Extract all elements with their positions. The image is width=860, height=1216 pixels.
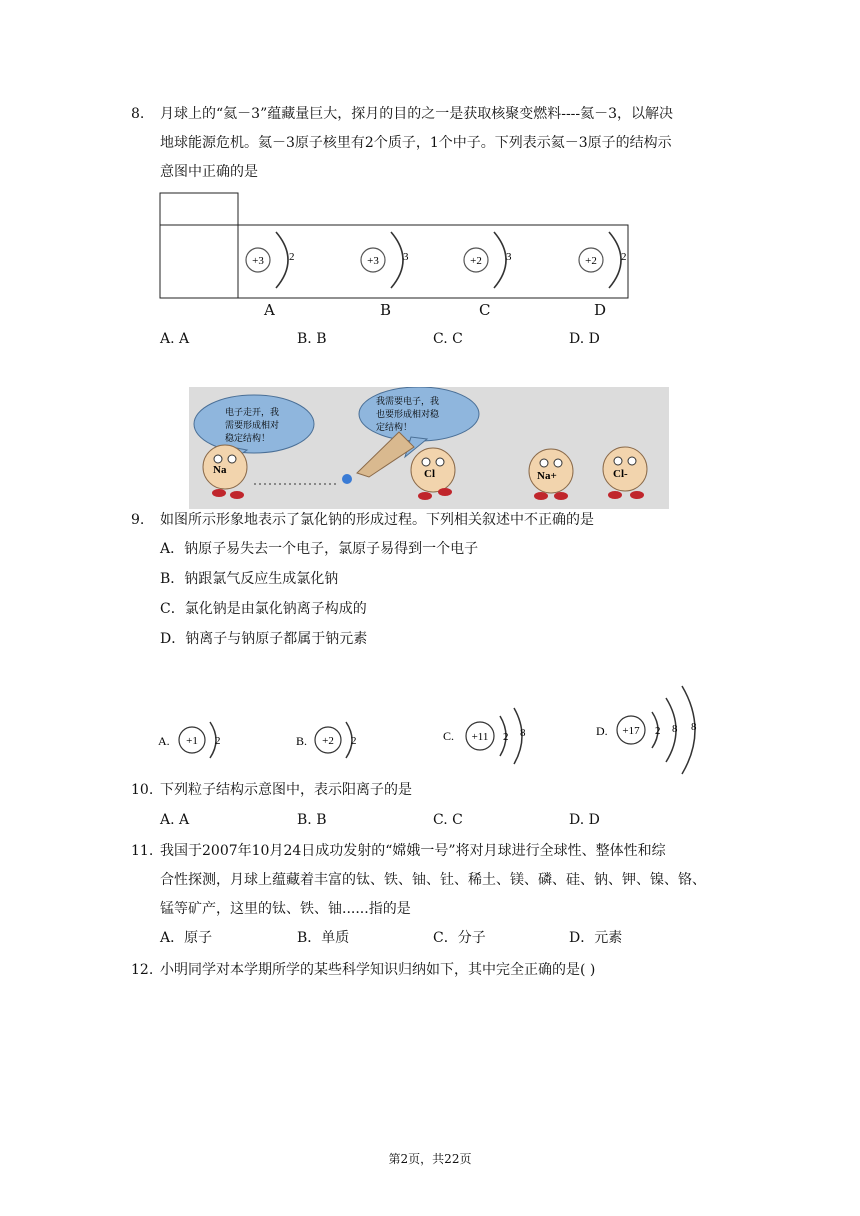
q8-option-a[interactable]: A. A — [160, 331, 190, 347]
svg-text:+2: +2 — [585, 255, 597, 267]
q10-option-d[interactable]: D. D — [569, 812, 600, 828]
q8-option-b[interactable]: B. B — [297, 331, 327, 347]
q10-particle-diagrams — [150, 680, 720, 780]
svg-text:Na+: Na+ — [537, 470, 557, 482]
q11-option-a[interactable]: A．原子 — [160, 930, 213, 946]
q11-stem-line-1: 我国于2007年10月24日成功发射的“嫦娥一号”将对月球进行全球性、整体性和综 — [160, 843, 666, 859]
svg-text:B.: B. — [296, 734, 308, 748]
q11-stem-line-3: 锰等矿产，这里的钛、铁、铀......指的是 — [160, 901, 411, 917]
q8-diagram-a — [246, 232, 295, 288]
svg-text:Cl-: Cl- — [613, 468, 628, 480]
q8-diagram-c — [464, 232, 512, 288]
q11-option-b[interactable]: B．单质 — [297, 930, 350, 946]
q8-option-d[interactable]: D. D — [569, 331, 600, 347]
q11-option-d[interactable]: D．元素 — [569, 930, 623, 946]
q10-diagram-a — [158, 722, 221, 758]
svg-text:2: 2 — [215, 735, 221, 747]
svg-text:+2: +2 — [470, 255, 482, 267]
q8-stem-line-1: 月球上的“氦－3”蕴藏量巨大，探月的目的之一是获取核聚变燃料----氦－3，以解决 — [160, 106, 674, 122]
question-number-8: 8. — [131, 106, 145, 122]
page-footer: 第2页，共22页 — [388, 1152, 472, 1166]
svg-text:8: 8 — [691, 721, 697, 733]
q10-option-b[interactable]: B. B — [297, 812, 327, 828]
q8-diagram-label-b: B — [380, 301, 392, 319]
svg-text:C.: C. — [443, 729, 455, 743]
svg-text:3: 3 — [506, 251, 512, 263]
q10-stem: 下列粒子结构示意图中，表示阳离子的是 — [160, 782, 412, 798]
q10-diagram-c — [443, 708, 526, 764]
q8-diagram-table — [158, 190, 633, 305]
q9-option-b[interactable]: B．钠跟氯气反应生成氯化钠 — [160, 571, 339, 587]
q9-option-d[interactable]: D．钠离子与钠原子都属于钠元素 — [160, 631, 368, 647]
q8-diagram-label-a: A — [264, 301, 275, 319]
svg-text:2: 2 — [289, 251, 295, 263]
q8-diagram-label-c: C — [479, 301, 491, 319]
svg-text:8: 8 — [672, 723, 678, 735]
svg-text:电子走开，我: 电子走开，我 — [225, 407, 280, 417]
svg-text:2: 2 — [621, 251, 627, 263]
svg-text:也要形成相对稳: 也要形成相对稳 — [376, 409, 440, 419]
svg-text:我需要电子，我: 我需要电子，我 — [376, 396, 440, 406]
svg-text:+17: +17 — [622, 725, 640, 737]
q9-stem: 如图所示形象地表示了氯化钠的形成过程。下列相关叙述中不正确的是 — [160, 512, 594, 528]
svg-text:A.: A. — [158, 734, 170, 748]
q10-diagram-d — [596, 686, 697, 774]
svg-text:定结构！: 定结构！ — [376, 422, 413, 432]
q10-option-c[interactable]: C. C — [433, 812, 463, 828]
svg-text:Cl: Cl — [424, 468, 435, 480]
svg-text:2: 2 — [351, 735, 357, 747]
question-number-11: 11. — [131, 843, 154, 859]
question-number-12: 12. — [131, 962, 154, 978]
svg-text:3: 3 — [403, 251, 409, 263]
q11-option-c[interactable]: C．分子 — [433, 930, 486, 946]
q8-stem-line-2: 地球能源危机。氦－3原子核里有2个质子，1个中子。下列表示氦－3原子的结构示 — [160, 135, 672, 151]
q8-stem-line-3: 意图中正确的是 — [160, 164, 258, 180]
svg-text:8: 8 — [520, 727, 526, 739]
svg-text:D.: D. — [596, 724, 608, 738]
svg-text:需要形成相对: 需要形成相对 — [225, 420, 280, 430]
q8-diagram-b — [361, 232, 409, 288]
q11-stem-line-2: 合性探测，月球上蕴藏着丰富的钛、铁、铀、钍、稀土、镁、磷、硅、钠、钾、镍、铬、 — [160, 872, 706, 888]
nacl-formation-cartoon — [189, 387, 669, 509]
svg-text:稳定结构！: 稳定结构！ — [225, 433, 271, 443]
svg-text:Na: Na — [213, 464, 227, 476]
svg-text:+3: +3 — [367, 255, 379, 267]
question-number-9: 9. — [131, 512, 145, 528]
q8-option-c[interactable]: C. C — [433, 331, 463, 347]
q9-option-a[interactable]: A．钠原子易失去一个电子，氯原子易得到一个电子 — [160, 541, 479, 557]
svg-text:2: 2 — [503, 731, 509, 743]
q9-option-c[interactable]: C．氯化钠是由氯化钠离子构成的 — [160, 601, 367, 617]
svg-text:+2: +2 — [322, 735, 334, 747]
q12-stem: 小明同学对本学期所学的某些科学知识归纳如下，其中完全正确的是( ) — [160, 962, 596, 978]
q8-diagram-label-d: D — [594, 301, 607, 319]
svg-text:+11: +11 — [471, 731, 489, 743]
q10-option-a[interactable]: A. A — [160, 812, 190, 828]
q8-diagram-d — [579, 232, 627, 288]
svg-text:+1: +1 — [186, 735, 198, 747]
q10-diagram-b — [296, 722, 357, 758]
question-number-10: 10. — [131, 782, 154, 798]
svg-text:+3: +3 — [252, 255, 264, 267]
svg-text:2: 2 — [655, 725, 661, 737]
